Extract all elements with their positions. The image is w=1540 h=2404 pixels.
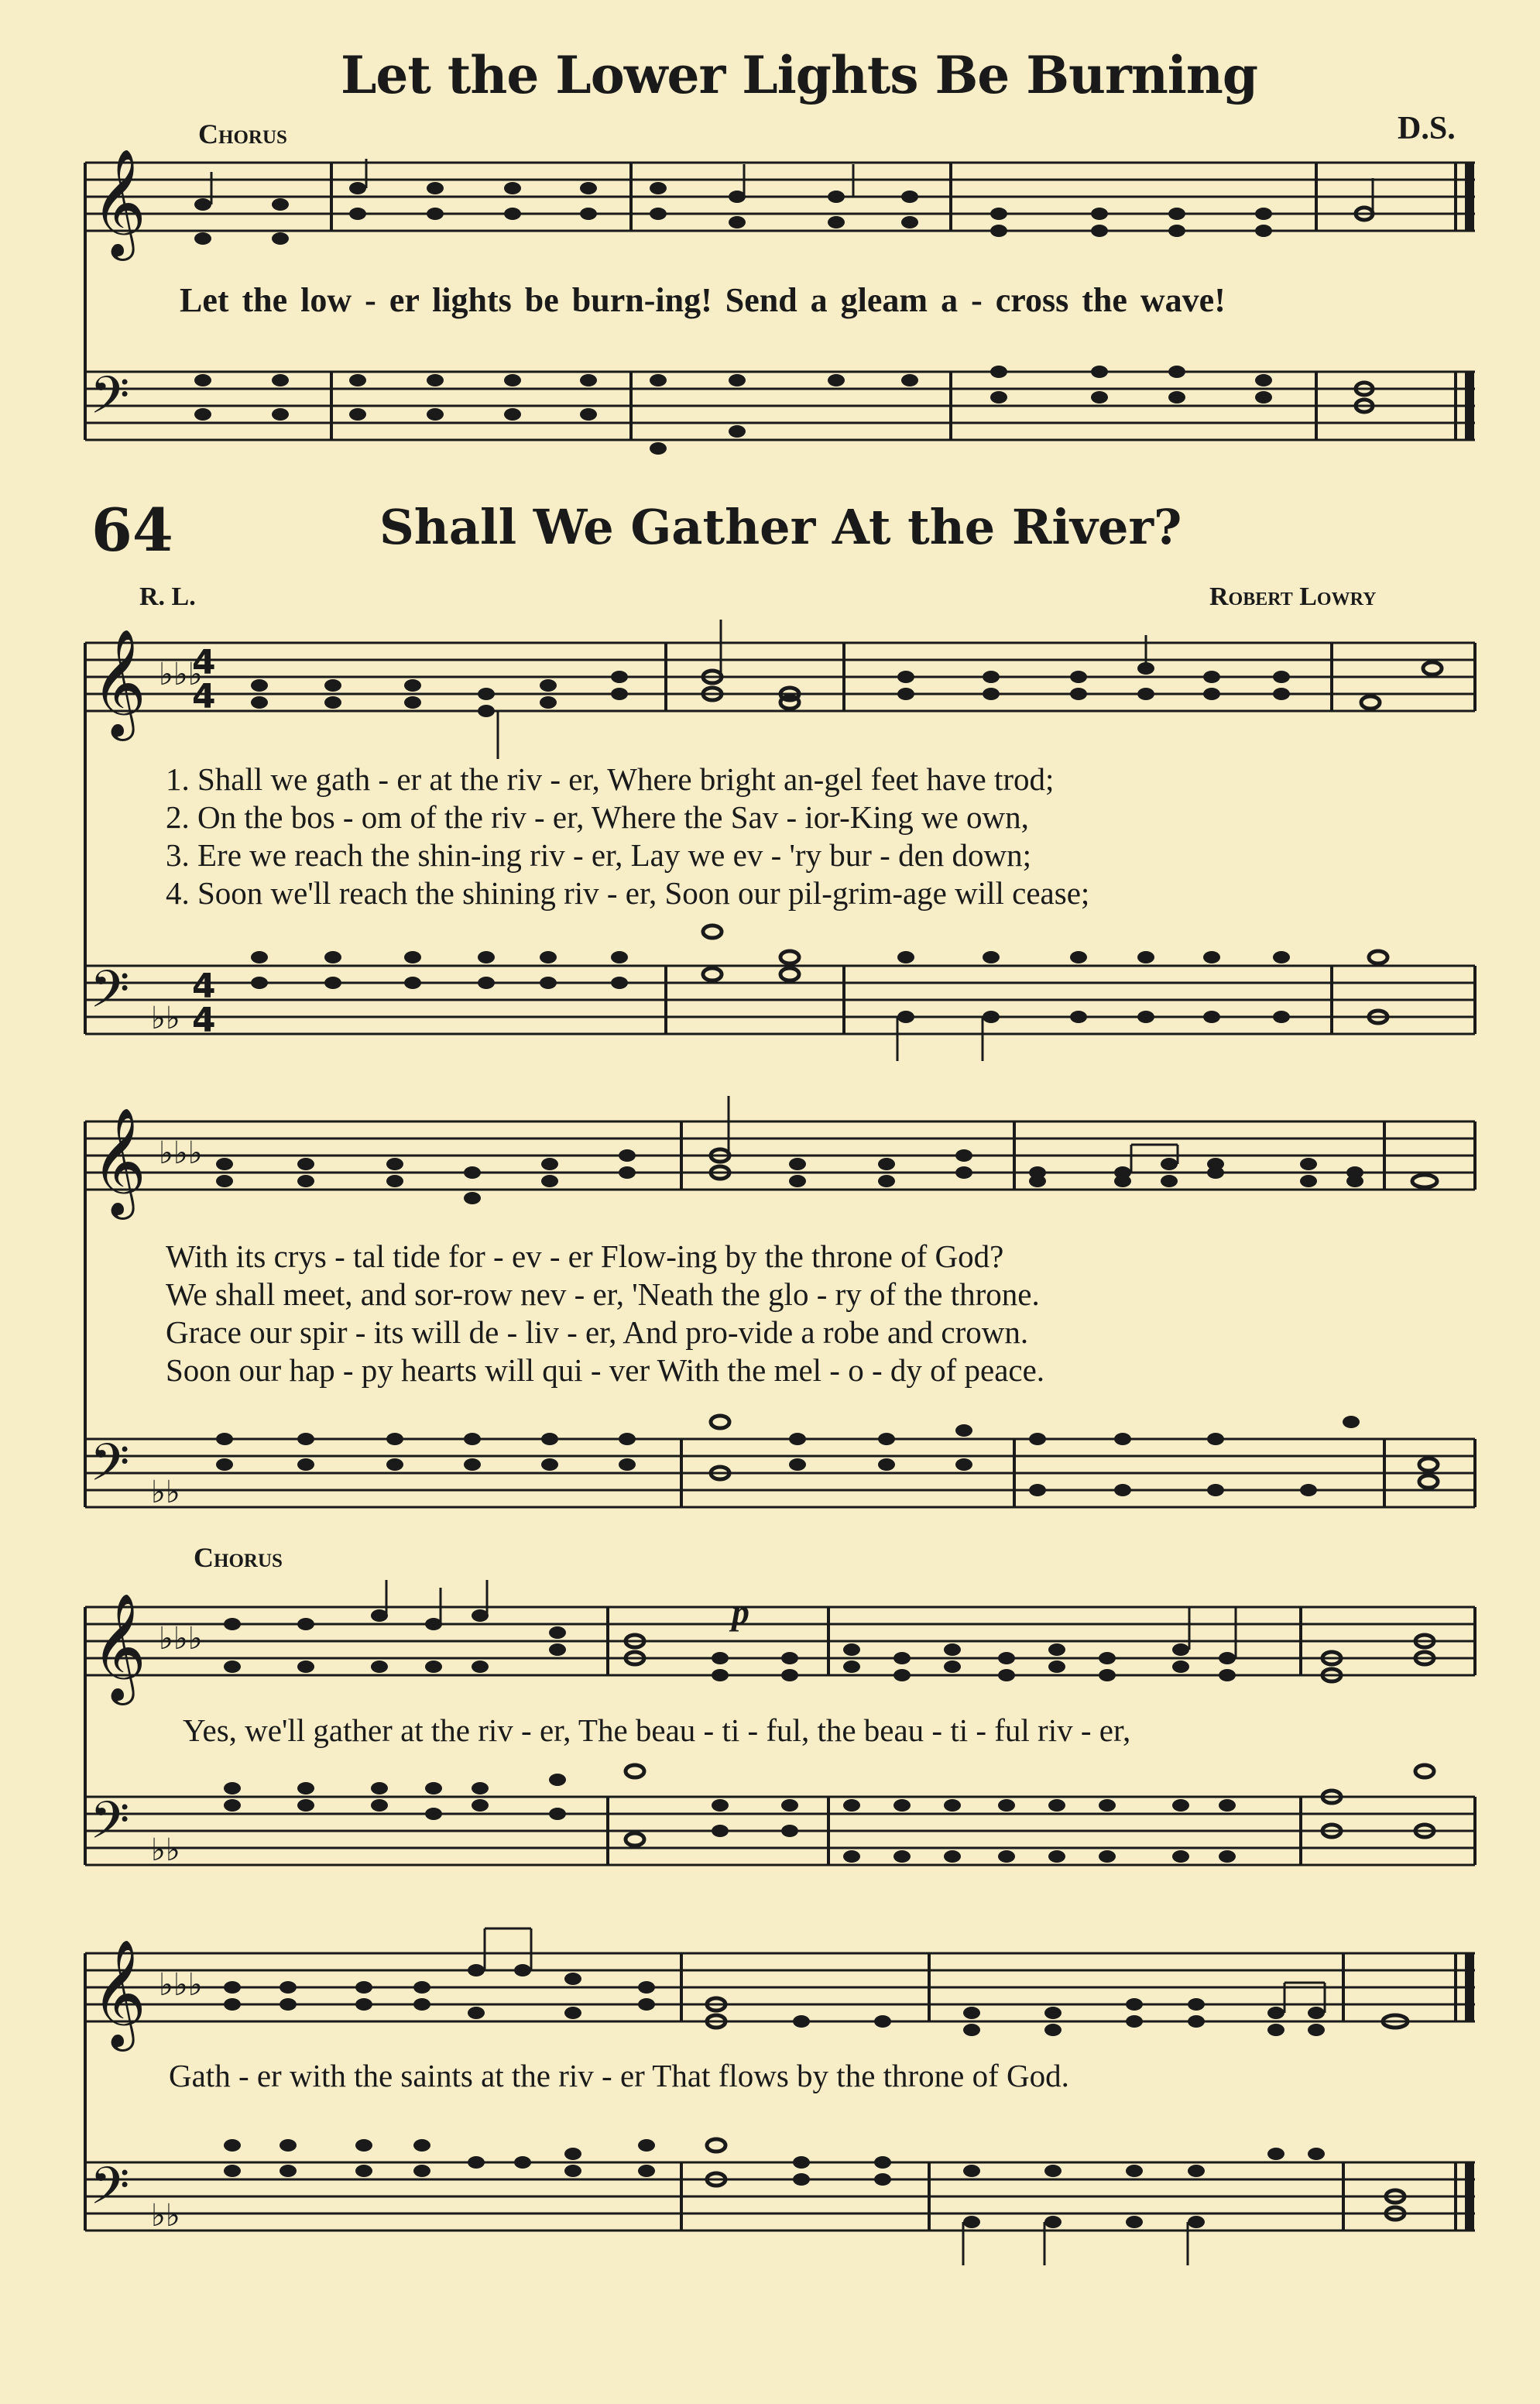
- notes-bass-top: [194, 366, 1373, 455]
- bass-staff-top: [0, 364, 1540, 465]
- treble-staff-system-1: [0, 627, 1540, 759]
- svg-text:♭♭♭: ♭♭♭: [159, 1135, 203, 1171]
- svg-text:𝄞: 𝄞: [91, 629, 146, 737]
- verse-1-line-1: 1. Shall we gath - er at the riv - er, Where bright an-gel feet have trod;: [166, 761, 1055, 797]
- svg-text:𝄢: 𝄢: [90, 2156, 130, 2228]
- bass-staff-chorus-2: [0, 2103, 1540, 2281]
- verse-3-line-2: Grace our spir - its will de - liv - er, And pro-vide a robe and crown.: [166, 1314, 1029, 1350]
- svg-text:♭♭♭: ♭♭♭: [159, 1967, 203, 2003]
- staff-lines: [85, 1797, 1475, 1865]
- staff-lines: [85, 163, 1475, 231]
- notes-treble-chorus-2: [224, 1928, 1408, 2036]
- words-credit: R. L.: [139, 582, 196, 611]
- chorus-label-top: Chorus: [198, 118, 287, 149]
- previous-hymn-title: Let the Lower Lights Be Burning: [341, 45, 1258, 105]
- svg-text:♭♭♭: ♭♭♭: [159, 1621, 203, 1657]
- bass-staff-system-1: [0, 902, 1540, 1073]
- svg-text:4: 4: [192, 1001, 216, 1040]
- staff-lines: [85, 1121, 1475, 1190]
- svg-text:4: 4: [192, 967, 216, 1006]
- hymn-number: 64: [91, 496, 173, 565]
- svg-text:♭♭: ♭♭: [151, 1832, 180, 1868]
- time-signature-top: 4: [192, 643, 216, 682]
- verse-3-line-1: 3. Ere we reach the shin-ing riv - er, Lay we ev - 'ry bur - den down;: [166, 837, 1032, 873]
- svg-text:𝄞: 𝄞: [91, 1108, 146, 1215]
- hymn-title: Shall We Gather At the River?: [379, 499, 1182, 555]
- svg-text:𝄞: 𝄞: [91, 1939, 146, 2047]
- svg-text:♭♭♭: ♭♭♭: [159, 657, 203, 692]
- chorus-line-2: Gath - er with the saints at the riv - er That flows by the throne of God.: [169, 2058, 1069, 2093]
- svg-text:𝄞: 𝄞: [91, 1593, 146, 1701]
- staff-lines: [85, 1439, 1475, 1507]
- treble-staff-top: [0, 149, 1540, 256]
- treble-staff-system-2: [0, 1088, 1540, 1243]
- bass-staff-system-2: [0, 1386, 1540, 1541]
- notes-bass-chorus-2: [224, 2139, 1405, 2265]
- svg-text:♭♭: ♭♭: [151, 1475, 180, 1510]
- verse-1-line-2: With its crys - tal tide for - ev - er Flow-ing by the throne of God?: [166, 1238, 1004, 1274]
- svg-text:♭♭: ♭♭: [151, 1001, 180, 1036]
- staff-lines: [85, 1607, 1475, 1675]
- chorus-label: Chorus: [194, 1542, 283, 1573]
- notes-treble-system-2: [216, 1096, 1437, 1204]
- chorus-line-1: Yes, we'll gather at the riv - er, The beau - ti - ful, the beau - ti - ful riv - er,: [183, 1712, 1131, 1748]
- verse-4-line-1: 4. Soon we'll reach the shining riv - er, Soon our pil-grim-age will cease;: [166, 875, 1090, 911]
- ds-mark: D.S.: [1398, 111, 1456, 146]
- svg-text:♭♭: ♭♭: [151, 2198, 180, 2234]
- svg-text:𝄢: 𝄢: [90, 366, 130, 438]
- time-signature-bottom: 4: [192, 677, 216, 716]
- treble-staff-chorus-2: [0, 1921, 1540, 2068]
- svg-text:𝄢: 𝄢: [90, 960, 130, 1032]
- svg-text:𝄢: 𝄢: [90, 1433, 130, 1505]
- notes-treble-system-1: [251, 620, 1442, 759]
- verse-2-line-1: 2. On the bos - om of the riv - er, Where the Sav - ior-King we own,: [166, 799, 1029, 835]
- bass-staff-chorus-1: [0, 1754, 1540, 1909]
- verse-4-line-2: Soon our hap - py hearts will qui - ver With the mel - o - dy of peace.: [166, 1352, 1045, 1388]
- composer-credit: Robert Lowry: [1209, 582, 1377, 611]
- svg-text:𝄢: 𝄢: [90, 1791, 130, 1863]
- svg-text:𝄞: 𝄞: [91, 149, 146, 256]
- previous-hymn-lyrics: Let the low - er lights be burn-ing! Send a gleam a - cross the wave!: [180, 281, 1226, 319]
- dynamic-piano-mark: p: [732, 1592, 749, 1632]
- verse-2-line-2: We shall meet, and sor-row nev - er, 'Neath the glo - ry of the throne.: [166, 1276, 1040, 1312]
- notes-bass-system-1: [251, 926, 1387, 1061]
